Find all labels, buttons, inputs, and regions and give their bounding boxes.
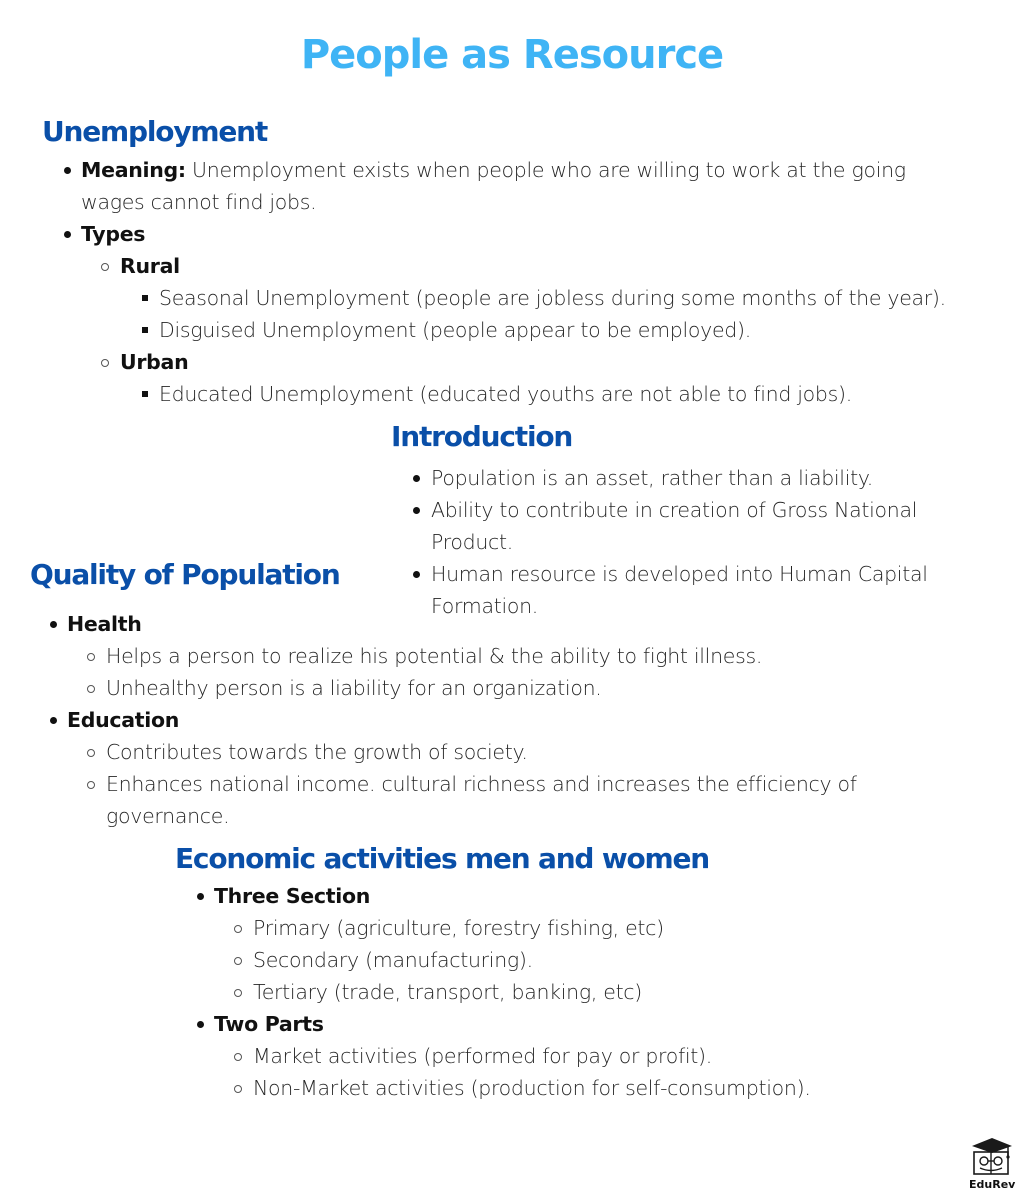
- education-item-bullet: [87, 781, 95, 789]
- education-item: Enhances national income. cultural richness and increases the efficiency of: [106, 772, 857, 796]
- two-item-bullet: [234, 1085, 242, 1093]
- three-section-bullet: [197, 893, 204, 900]
- urban-bullet: [101, 359, 109, 367]
- intro-item: Human resource is developed into Human Capital: [431, 562, 928, 586]
- education-item: Contributes towards the growth of society.: [106, 740, 528, 764]
- intro-item-cont: Product.: [431, 530, 513, 554]
- page-title: People as Resource: [300, 32, 724, 78]
- rural-item-bullet: [142, 327, 148, 333]
- two-parts-bullet: [197, 1021, 204, 1028]
- urban-item-bullet: [142, 391, 148, 397]
- meaning-bullet: [64, 167, 71, 174]
- rural-item-bullet: [142, 295, 148, 301]
- health-bullet: [50, 621, 57, 628]
- two-item: Non-Market activities (production for self-consumption).: [253, 1076, 811, 1100]
- unemployment-heading: Unemployment: [42, 115, 268, 148]
- three-item-bullet: [234, 989, 242, 997]
- two-item: Market activities (performed for pay or profit).: [253, 1044, 712, 1068]
- three-item: Primary (agriculture, forestry fishing, etc): [253, 916, 664, 940]
- intro-bullet: [413, 571, 420, 578]
- education-item-cont: governance.: [106, 804, 230, 828]
- rural-bullet: [101, 263, 109, 271]
- rural-item: Disguised Unemployment (people appear to be employed).: [159, 318, 751, 342]
- intro-item: Ability to contribute in creation of Gross National: [431, 498, 918, 522]
- types-label: Types: [81, 222, 146, 246]
- quality-heading: Quality of Population: [30, 558, 340, 591]
- two-item-bullet: [234, 1053, 242, 1061]
- urban-label: Urban: [120, 350, 189, 374]
- meaning-label: Meaning:: [81, 158, 186, 182]
- economic-heading: Economic activities men and women: [175, 842, 710, 875]
- rural-label: Rural: [120, 254, 180, 278]
- health-item-bullet: [87, 653, 95, 661]
- rural-item: Seasonal Unemployment (people are jobless during some months of the year).: [159, 286, 946, 310]
- health-item: Helps a person to realize his potential & the ability to fight illness.: [106, 644, 763, 668]
- three-item-bullet: [234, 957, 242, 965]
- health-item-bullet: [87, 685, 95, 693]
- three-item-bullet: [234, 925, 242, 933]
- logo-text: EduRev: [969, 1178, 1016, 1191]
- types-bullet: [64, 231, 71, 238]
- meaning-line-2: wages cannot find jobs.: [81, 190, 317, 214]
- intro-item: Population is an asset, rather than a liability.: [431, 466, 873, 490]
- intro-bullet: [413, 507, 420, 514]
- health-label: Health: [67, 612, 142, 636]
- intro-item-cont: Formation.: [431, 594, 538, 618]
- introduction-heading: Introduction: [391, 420, 573, 453]
- education-label: Education: [67, 708, 180, 732]
- meaning-line-1: [81, 154, 906, 186]
- two-parts-label: Two Parts: [214, 1012, 324, 1036]
- education-bullet: [50, 717, 57, 724]
- intro-bullet: [413, 475, 420, 482]
- education-item-bullet: [87, 749, 95, 757]
- three-item: Tertiary (trade, transport, banking, etc): [253, 980, 642, 1004]
- three-item: Secondary (manufacturing).: [253, 948, 533, 972]
- urban-item: Educated Unemployment (educated youths are not able to find jobs).: [159, 382, 852, 406]
- meaning-text-1: Unemployment exists when people who are willing to work at the going: [185, 158, 906, 182]
- three-section-label: Three Section: [214, 884, 371, 908]
- health-item: Unhealthy person is a liability for an organization.: [106, 676, 602, 700]
